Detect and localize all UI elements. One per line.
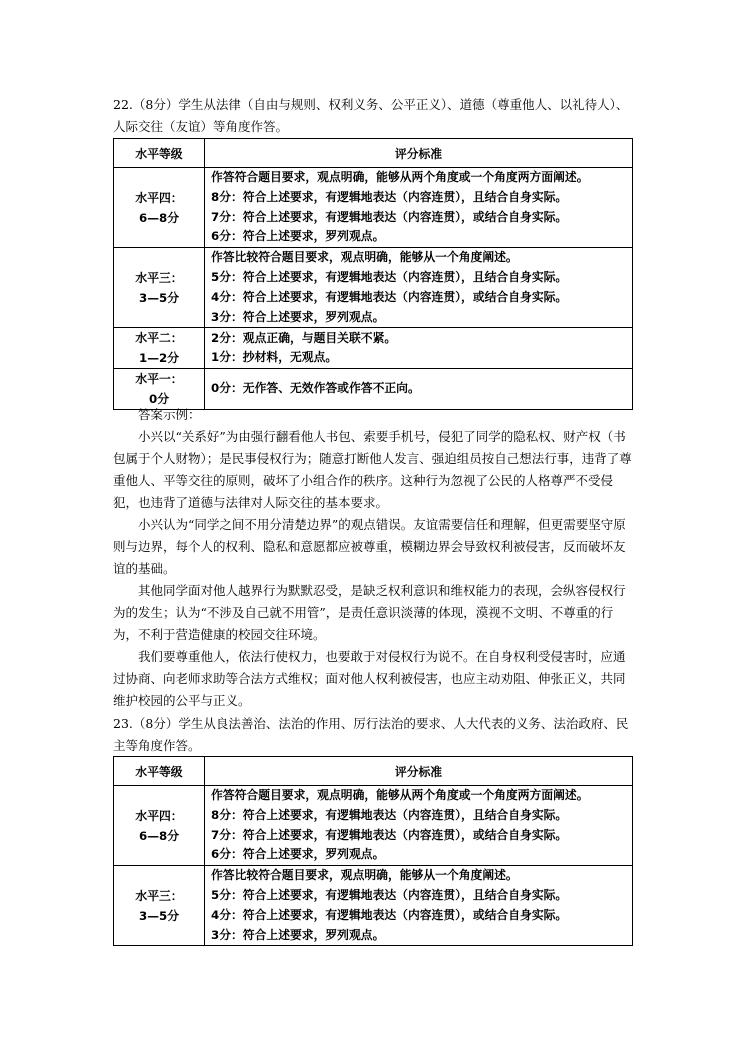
- table-row: [114, 328, 633, 369]
- q23-intro: 23.（8分）学生从良法善治、法治的作用、厉行法治的要求、人大代表的义务、法治政府、民主等角度作答。: [113, 716, 629, 753]
- level-name: 水平四：: [135, 190, 183, 205]
- criteria-line: 8分：符合上述要求，有逻辑地表达（内容连贯），且结合自身实际。: [211, 807, 568, 822]
- table-row: [114, 866, 633, 946]
- table-row: [114, 168, 633, 248]
- header-criteria: 评分标准: [205, 757, 633, 786]
- criteria-cell: [205, 866, 633, 946]
- header-level: 水平等级: [114, 139, 205, 168]
- criteria-line: 0分：无作答、无效作答或作答不正向。: [211, 381, 420, 396]
- criteria-cell: [205, 786, 633, 866]
- level-range: 6—8分: [138, 210, 179, 225]
- header-criteria: 评分标准: [205, 139, 633, 168]
- criteria-line: 6分：符合上述要求，罗列观点。: [211, 847, 385, 862]
- table-row: [114, 786, 633, 866]
- level-cell: [114, 866, 205, 946]
- level-name: 水平三：: [135, 270, 183, 285]
- level-range: 6—8分: [138, 828, 179, 843]
- criteria-line: 5分：符合上述要求，有逻辑地表达（内容连贯），且结合自身实际。: [211, 269, 568, 284]
- table-header-row: [114, 757, 633, 786]
- level-name: 水平二：: [135, 331, 183, 346]
- level-range: 1—2分: [138, 351, 179, 366]
- level-cell: [114, 328, 205, 369]
- answer-paragraph: 小兴认为“同学之间不用分清楚边界”的观点错误。友谊需要信任和理解，但更需要坚守原则与边界，每个人的权利、隐私和意愿都应被尊重，模糊边界会导致权利被侵害，反而破坏友谊的基础。: [113, 517, 626, 576]
- table-header-row: [114, 139, 633, 168]
- answer-paragraph: 我们要尊重他人，依法行使权力，也要敢于对侵权行为说不。在自身权利受侵害时，应通过协商、向老师求助等合法方式维权；面对他人权利被侵害，也应主动劝阻、伸张正义，共同维护校园的公平与正义。: [113, 649, 626, 708]
- q22-rubric-table: [113, 138, 633, 410]
- criteria-cell: [205, 248, 633, 328]
- criteria-line: 作答比较符合题目要求，观点明确，能够从一个角度阐述。: [211, 250, 518, 265]
- header-level: 水平等级: [114, 757, 205, 786]
- answer-paragraph: 小兴以“关系好”为由强行翻看他人书包、索要手机号，侵犯了同学的隐私权、财产权（书包属于个人财物）；是民事侵权行为；随意打断他人发言、强迫组员按自己想法行事，违背了尊重他人、平等交往的原则，破坏了小组合作的秩序。这种行为忽视了公民的人格尊严不受侵犯，也违背了道德与法律对人际交往的基本要求。: [113, 429, 632, 510]
- q23-rubric-table: [113, 756, 633, 946]
- q22-intro: 22.（8分）学生从法律（自由与规则、权利义务、公平正义）、道德（尊重他人、以礼待人）、人际交往（友谊）等角度作答。: [113, 97, 629, 134]
- criteria-cell: [205, 168, 633, 248]
- criteria-cell: [205, 328, 633, 369]
- criteria-line: 作答符合题目要求，观点明确，能够从两个角度或一个角度两方面阐述。: [211, 170, 589, 184]
- level-cell: [114, 786, 205, 866]
- criteria-line: 4分：符合上述要求，有逻辑地表达（内容连贯），或结合自身实际。: [211, 907, 568, 922]
- level-name: 水平一：: [135, 372, 183, 387]
- answer-paragraph: 其他同学面对他人越界行为默默忍受，是缺乏权利意识和维权能力的表现，会纵容侵权行为的发生；认为“不涉及自己就不用管”，是责任意识淡薄的体现，漠视不文明、不尊重的行为，不利于营造健康的校园交往环境。: [113, 583, 626, 642]
- criteria-line: 7分：符合上述要求，有逻辑地表达（内容连贯），或结合自身实际。: [211, 209, 568, 224]
- criteria-line: 4分：符合上述要求，有逻辑地表达（内容连贯），或结合自身实际。: [211, 289, 568, 304]
- level-cell: [114, 168, 205, 248]
- level-name: 水平三：: [135, 888, 183, 903]
- criteria-line: 1分：抄材料，无观点。: [211, 350, 338, 365]
- criteria-line: 6分：符合上述要求，罗列观点。: [211, 229, 385, 244]
- criteria-line: 5分：符合上述要求，有逻辑地表达（内容连贯），且结合自身实际。: [211, 887, 568, 902]
- level-cell: [114, 248, 205, 328]
- criteria-line: 7分：符合上述要求，有逻辑地表达（内容连贯），或结合自身实际。: [211, 827, 568, 842]
- criteria-line: 3分：符合上述要求，罗列观点。: [211, 927, 385, 942]
- table-row: [114, 248, 633, 328]
- level-name: 水平四：: [135, 808, 183, 823]
- level-range: 3—5分: [138, 908, 179, 923]
- level-range: 0分: [148, 392, 169, 407]
- level-range: 3—5分: [138, 290, 179, 305]
- criteria-line: 2分：观点正确，与题目关联不紧。: [211, 330, 397, 345]
- criteria-line: 作答符合题目要求，观点明确，能够从两个角度或一个角度两方面阐述。: [211, 788, 589, 802]
- criteria-line: 8分：符合上述要求，有逻辑地表达（内容连贯），且结合自身实际。: [211, 189, 568, 204]
- criteria-line: 3分：符合上述要求，罗列观点。: [211, 309, 385, 324]
- criteria-line: 作答比较符合题目要求，观点明确，能够从一个角度阐述。: [211, 868, 518, 883]
- answer-label: 答案示例：: [138, 407, 201, 422]
